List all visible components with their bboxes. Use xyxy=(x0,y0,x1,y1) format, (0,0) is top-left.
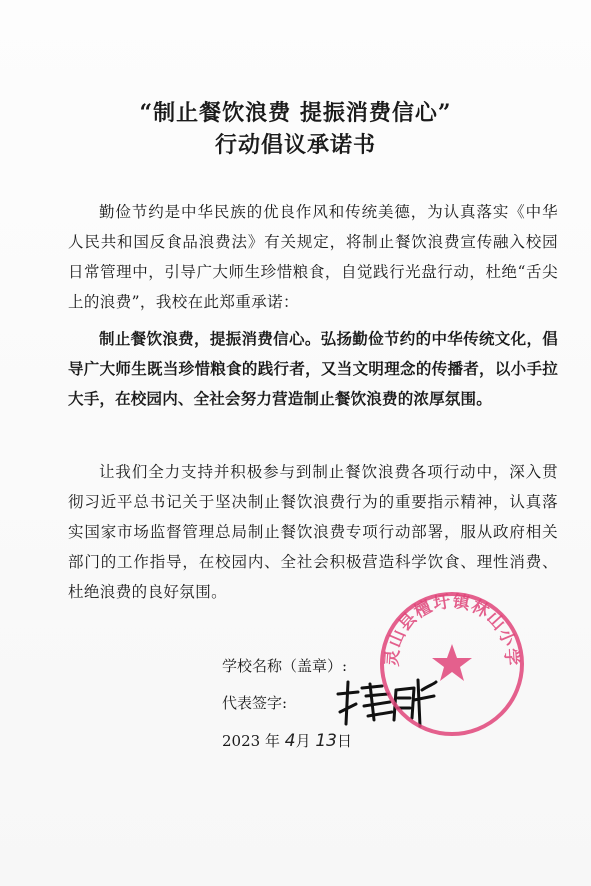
seal-star-icon xyxy=(432,644,472,681)
paragraph-intro: 勤俭节约是中华民族的优良作风和传统美德，为认真落实《中华人民共和国反食品浪费法》有关规定，将制止餐饮浪费宣传融入校园日常管理中，引导广大师生珍惜粮食，自觉践行光盘行动，杜绝“舌尖上的浪费”，我校在此郑重承诺： xyxy=(68,203,558,311)
date-day-unit: 日 xyxy=(337,732,353,750)
title-line-2: 行动倡议承诺书 xyxy=(214,132,376,158)
seal-text: 灵山县檀圩镇林山小学 xyxy=(382,591,522,668)
date-month: 4 xyxy=(284,731,296,751)
official-seal xyxy=(376,588,528,740)
date-month-unit: 月 xyxy=(295,732,311,750)
date-line xyxy=(222,730,352,751)
date-year: 2023 年 xyxy=(222,732,280,750)
date-day: 13 xyxy=(315,731,337,751)
school-name-label: 学校名称（盖章）: xyxy=(222,657,348,675)
representative-label: 代表签字: xyxy=(222,694,288,712)
paragraph-commitment: 制止餐饮浪费，提振消费信心。弘扬勤俭节约的中华传统文化，倡导广大师生既当珍惜粮食的践行者，又当文明理念的传播者，以小手拉大手，在校园内、全社会努力营造制止餐饮浪费的浓厚氛围。 xyxy=(68,330,558,408)
paragraph-action: 让我们全力支持并积极参与到制止餐饮浪费各项行动中，深入贯彻习近平总书记关于坚决制止餐饮浪费行为的重要指示精神，认真落实国家市场监督管理总局制止餐饮浪费专项行动部署，服从政府相关部门的工作指导，在校园内、全社会积极营造科学饮食、理性消费、杜绝浪费的良好氛围。 xyxy=(68,463,558,601)
title-line-1: “制止餐饮浪费 提振消费信心” xyxy=(139,100,452,126)
